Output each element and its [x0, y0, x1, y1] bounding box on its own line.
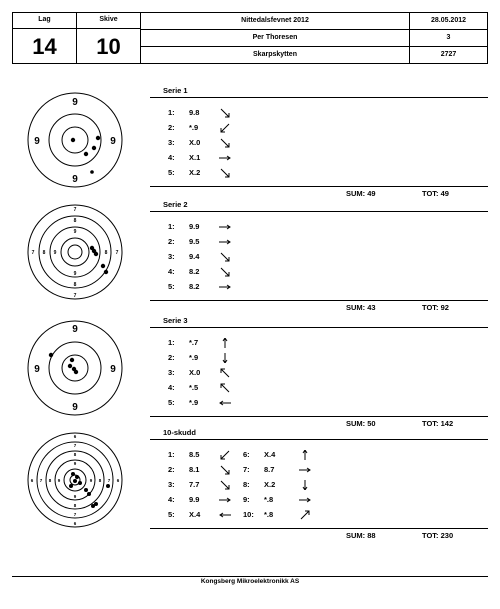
- shot-number: 2:: [168, 123, 175, 132]
- target-10-skudd: [25, 430, 125, 530]
- series-bottom-rule: [150, 300, 488, 301]
- shot-hole: [101, 264, 105, 268]
- shot-direction-arrow-down-right-icon: [218, 267, 232, 277]
- series-bottom-rule: [150, 186, 488, 187]
- ring-number: 9: [72, 174, 78, 185]
- shot-direction-arrow-down-right-icon: [218, 465, 232, 475]
- series-sum: SUM: 43: [346, 303, 376, 312]
- ring-number: 9: [34, 136, 40, 147]
- shot-score: 8.1: [189, 465, 200, 474]
- shot-score: X.4: [264, 450, 276, 459]
- footer-company: Kongsberg Mikroelektronikk AS: [200, 578, 300, 585]
- ring-number: 8: [73, 218, 77, 224]
- shot-direction-arrow-down-left-icon: [218, 450, 232, 460]
- shot-hole: [94, 252, 98, 256]
- skive-value: 10: [96, 34, 121, 59]
- ring-number: 9: [72, 97, 78, 108]
- shot-number: 3:: [168, 480, 175, 489]
- ring-number: 9: [110, 364, 116, 375]
- shot-number: 4:: [168, 267, 175, 276]
- shot-hole: [73, 479, 77, 483]
- ring-number: 8: [42, 250, 46, 256]
- running-total: TOT: 230: [422, 531, 454, 540]
- target-ring: [61, 238, 89, 266]
- series-sum: SUM: 88: [346, 531, 376, 540]
- shot-hole: [87, 492, 91, 496]
- shot-number: 3:: [168, 368, 175, 377]
- shot-score: 7.7: [189, 480, 200, 489]
- event-name: Nittedalsfevnet 2012: [241, 17, 309, 24]
- shot-score: *.8: [264, 510, 274, 519]
- ring-number: 7: [107, 478, 111, 483]
- shot-score: 8.2: [189, 282, 200, 291]
- running-total: TOT: 49: [422, 189, 449, 198]
- series-top-rule: [150, 97, 488, 98]
- shot-direction-arrow-up-left-icon: [218, 383, 232, 393]
- shot-hole: [74, 370, 78, 374]
- shot-direction-arrow-left-icon: [218, 510, 232, 520]
- target-ring: [68, 245, 82, 259]
- ring-number: 9: [73, 461, 77, 466]
- shot-direction-arrow-up-icon: [218, 338, 232, 348]
- shot-hole: [75, 475, 79, 479]
- shot-number: 2:: [168, 353, 175, 362]
- divider: [141, 46, 487, 47]
- shooter-name: Per Thoresen: [252, 34, 298, 41]
- shot-hole: [70, 358, 74, 362]
- ring-number: 9: [72, 402, 78, 413]
- divider: [141, 29, 487, 30]
- shot-direction-arrow-left-icon: [218, 398, 232, 408]
- shot-hole: [78, 481, 82, 485]
- shot-score: 8.7: [264, 465, 275, 474]
- shot-hole: [84, 152, 88, 156]
- shot-number: 5:: [168, 168, 175, 177]
- ring-number: 6: [73, 521, 77, 526]
- shot-score: *.7: [189, 338, 199, 347]
- ring-number: 9: [73, 229, 77, 235]
- shot-direction-arrow-right-icon: [298, 495, 312, 505]
- ring-number: 9: [73, 271, 77, 277]
- series-title: Serie 1: [163, 86, 188, 95]
- lag-label: Lag: [38, 16, 51, 23]
- club-number: 2727: [440, 51, 457, 58]
- divider: [13, 28, 76, 29]
- series-top-rule: [150, 211, 488, 212]
- shot-direction-arrow-up-left-icon: [218, 368, 232, 378]
- target-serie-2: [25, 202, 125, 302]
- shot-direction-arrow-up-right-icon: [298, 510, 312, 520]
- series-top-rule: [150, 327, 488, 328]
- shot-number: 5:: [168, 398, 175, 407]
- shot-score: X.0: [189, 368, 201, 377]
- shot-hole: [69, 484, 73, 488]
- shot-hole: [71, 138, 75, 142]
- ring-number: 7: [115, 250, 119, 256]
- series-title: 10-skudd: [163, 428, 196, 437]
- shot-direction-arrow-down-right-icon: [218, 108, 232, 118]
- ring-number: 9: [72, 324, 78, 335]
- shot-number: 8:: [243, 480, 250, 489]
- shot-number: 7:: [243, 465, 250, 474]
- ring-number: 8: [73, 503, 77, 508]
- shot-score: *.9: [189, 353, 199, 362]
- footer-divider: [12, 576, 488, 577]
- ring-number: 7: [73, 512, 77, 517]
- header-table: [12, 12, 488, 64]
- shot-number: 4:: [168, 153, 175, 162]
- shot-score: 9.9: [189, 222, 200, 231]
- ring-number: 9: [110, 136, 116, 147]
- shot-score: 9.8: [189, 108, 200, 117]
- shot-direction-arrow-down-right-icon: [218, 138, 232, 148]
- ring-number: 8: [73, 282, 77, 288]
- lag-value: 14: [32, 34, 57, 59]
- shot-score: *.8: [264, 495, 274, 504]
- shot-number: 1:: [168, 108, 175, 117]
- event-date: 28.05.2012: [430, 17, 467, 24]
- series-title: Serie 2: [163, 200, 188, 209]
- shot-hole: [49, 353, 53, 357]
- skive-label: Skive: [99, 16, 118, 23]
- divider: [77, 28, 140, 29]
- shot-direction-arrow-right-icon: [218, 282, 232, 292]
- shot-direction-arrow-down-right-icon: [218, 480, 232, 490]
- shot-score: 8.5: [189, 450, 200, 459]
- shot-score: 9.9: [189, 495, 200, 504]
- shot-hole: [71, 472, 75, 476]
- shot-score: *.9: [189, 398, 199, 407]
- target-serie-1: [25, 90, 125, 190]
- ring-number: 9: [34, 364, 40, 375]
- ring-number: 7: [73, 293, 77, 299]
- shot-number: 2:: [168, 237, 175, 246]
- shot-direction-arrow-right-icon: [218, 495, 232, 505]
- ring-number: 9: [73, 494, 77, 499]
- ring-number: 7: [73, 207, 77, 213]
- shot-hole: [96, 136, 100, 140]
- target-serie-3: [25, 318, 125, 418]
- ring-number: 9: [89, 478, 93, 483]
- shot-score: X.4: [189, 510, 201, 519]
- shot-score: 8.2: [189, 267, 200, 276]
- ring-number: 8: [98, 478, 102, 483]
- series-title: Serie 3: [163, 316, 188, 325]
- ring-number: 8: [104, 250, 108, 256]
- shot-score: X.1: [189, 153, 201, 162]
- shot-score: *.5: [189, 383, 199, 392]
- ring-number: 7: [39, 478, 43, 483]
- ring-number: 8: [73, 452, 77, 457]
- shot-number: 6:: [243, 450, 250, 459]
- shot-hole: [106, 484, 110, 488]
- shot-hole: [90, 170, 94, 174]
- shot-direction-arrow-down-icon: [298, 480, 312, 490]
- shot-hole: [104, 270, 108, 274]
- shot-score: 9.5: [189, 237, 200, 246]
- shot-number: 9:: [243, 495, 250, 504]
- shot-direction-arrow-right-icon: [298, 465, 312, 475]
- ring-number: 9: [57, 478, 61, 483]
- running-total: TOT: 142: [422, 419, 454, 428]
- shot-score: X.2: [189, 168, 201, 177]
- shot-hole: [91, 504, 95, 508]
- shot-number: 1:: [168, 338, 175, 347]
- shot-score: *.9: [189, 123, 199, 132]
- shot-direction-arrow-right-icon: [218, 237, 232, 247]
- shot-direction-arrow-down-right-icon: [218, 252, 232, 262]
- shot-direction-arrow-down-icon: [218, 353, 232, 363]
- running-total: TOT: 92: [422, 303, 449, 312]
- series-top-rule: [150, 439, 488, 440]
- shooter-class: 3: [446, 34, 451, 41]
- shot-hole: [68, 364, 72, 368]
- shot-number: 5:: [168, 282, 175, 291]
- shot-number: 1:: [168, 450, 175, 459]
- series-bottom-rule: [150, 416, 488, 417]
- shot-direction-arrow-down-left-icon: [218, 123, 232, 133]
- shot-hole: [92, 146, 96, 150]
- shot-direction-arrow-right-icon: [218, 153, 232, 163]
- ring-number: 6: [30, 478, 34, 483]
- shot-direction-arrow-down-right-icon: [218, 168, 232, 178]
- shot-number: 1:: [168, 222, 175, 231]
- shot-number: 4:: [168, 383, 175, 392]
- shot-number: 2:: [168, 465, 175, 474]
- shot-number: 10:: [243, 510, 254, 519]
- shot-hole: [84, 488, 88, 492]
- series-sum: SUM: 50: [346, 419, 376, 428]
- ring-number: 9: [53, 250, 57, 256]
- series-bottom-rule: [150, 528, 488, 529]
- ring-number: 7: [31, 250, 35, 256]
- ring-number: 7: [73, 443, 77, 448]
- shot-score: X.0: [189, 138, 201, 147]
- shot-direction-arrow-right-icon: [218, 222, 232, 232]
- shot-number: 4:: [168, 495, 175, 504]
- series-sum: SUM: 49: [346, 189, 376, 198]
- ring-number: 6: [116, 478, 120, 483]
- shot-score: X.2: [264, 480, 276, 489]
- shot-direction-arrow-up-icon: [298, 450, 312, 460]
- club-name: Skarpskytten: [253, 51, 297, 58]
- shot-number: 3:: [168, 252, 175, 261]
- shot-score: 9.4: [189, 252, 200, 261]
- ring-number: 8: [48, 478, 52, 483]
- ring-number: 6: [73, 434, 77, 439]
- shot-number: 5:: [168, 510, 175, 519]
- shot-number: 3:: [168, 138, 175, 147]
